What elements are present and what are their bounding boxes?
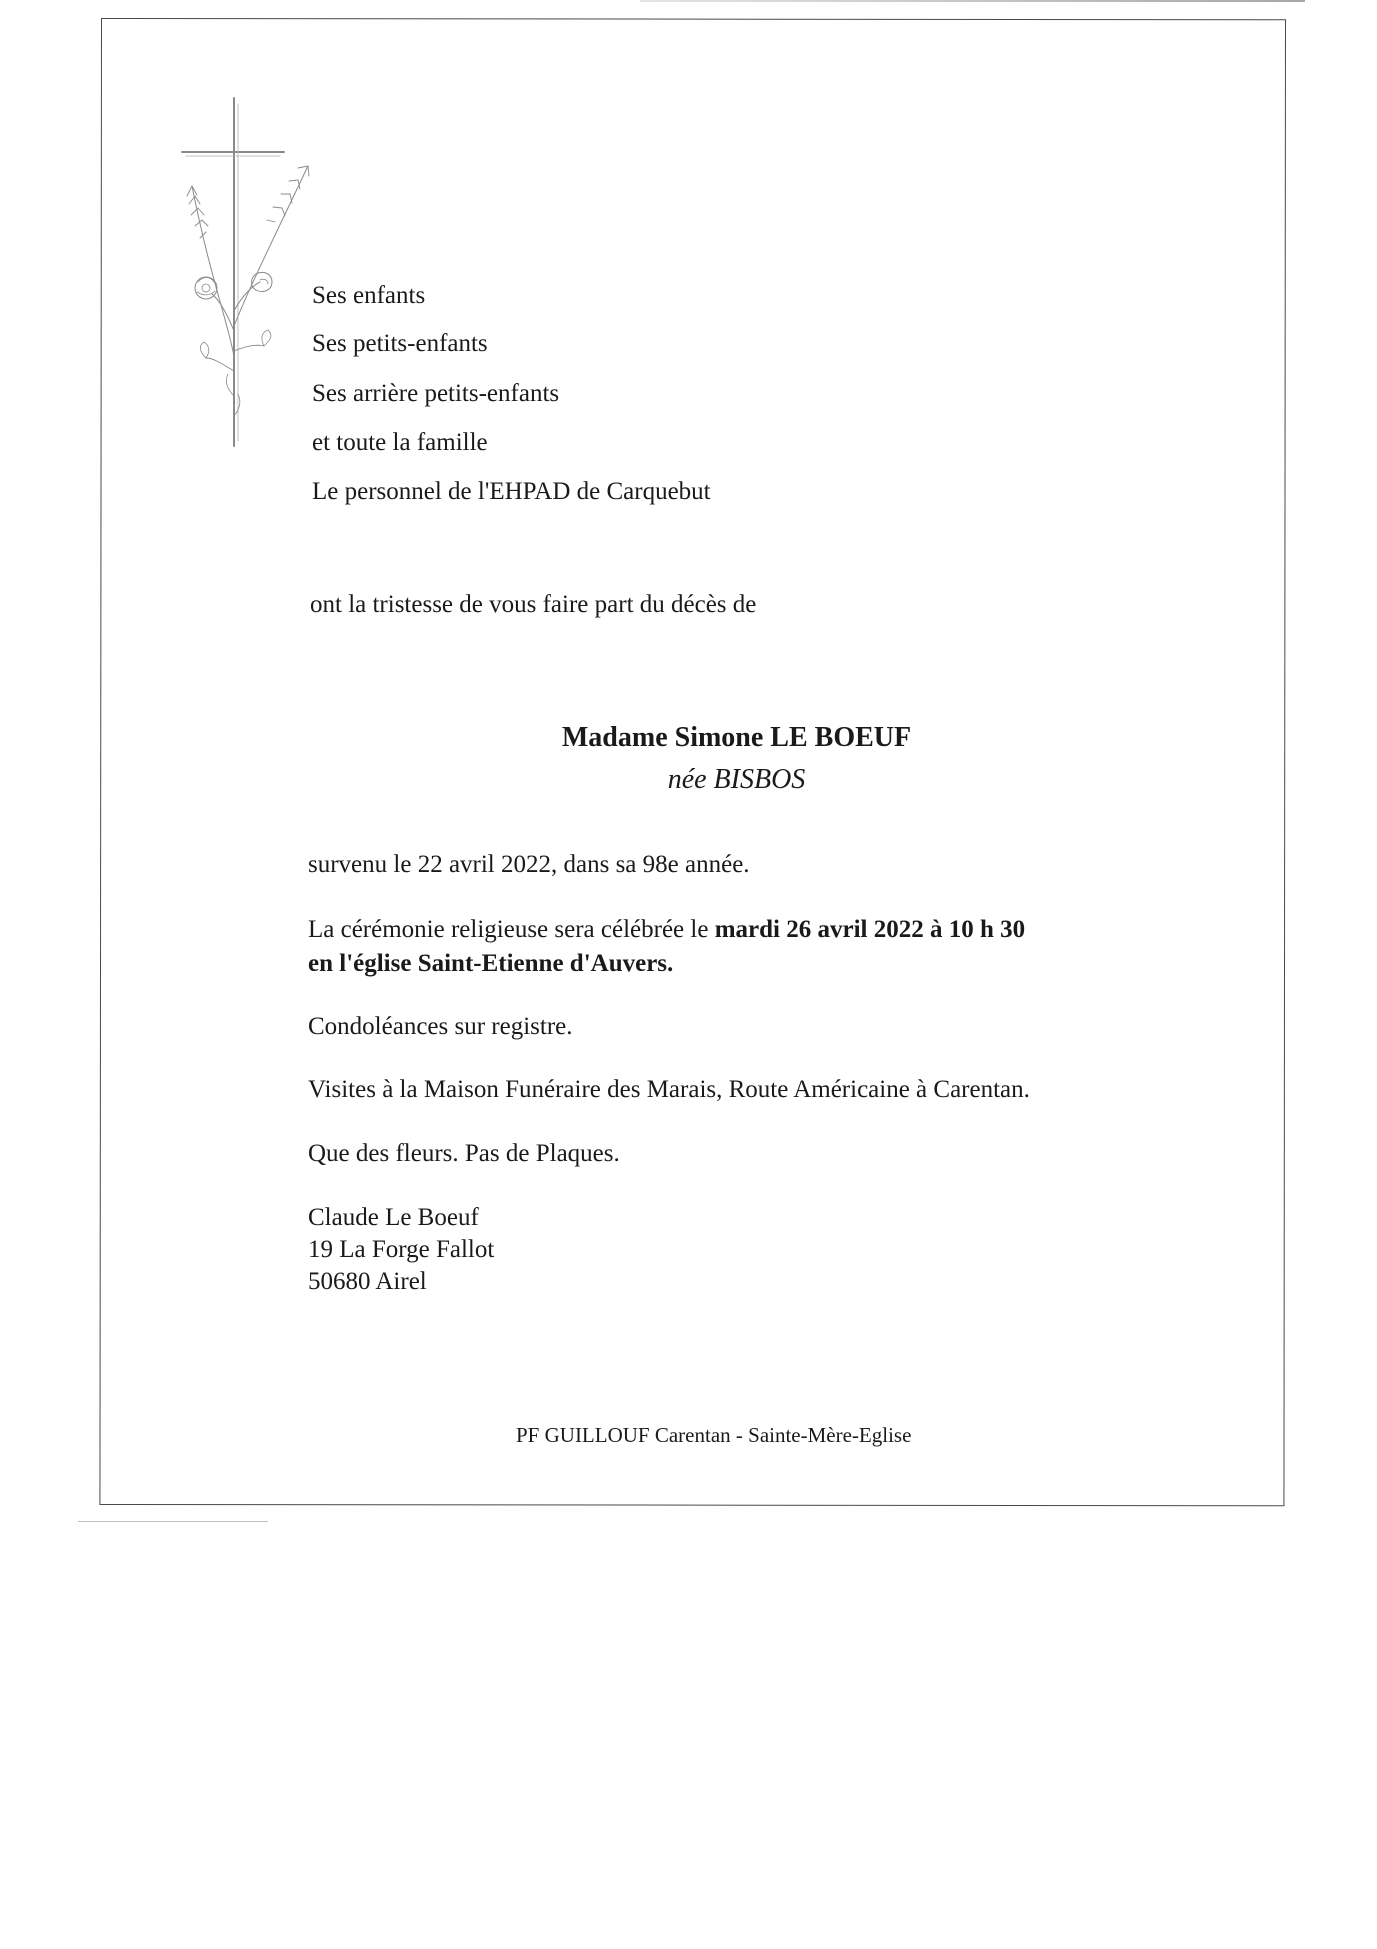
ceremony-date-time: mardi 26 avril 2022 à 10 h 30 [714, 916, 1026, 943]
cross-with-flowers-icon [180, 96, 315, 451]
family-line: Le personnel de l'EHPAD de Carquebut [312, 478, 711, 505]
contact-name: Claude Le Boeuf [308, 1204, 479, 1231]
family-line: Ses enfants [312, 282, 426, 309]
contact-street: 19 La Forge Fallot [308, 1236, 495, 1263]
funeral-home-footer: PF GUILLOUF Carentan - Sainte-Mère-Eglise [516, 1423, 912, 1447]
deceased-maiden-name: née BISBOS [667, 764, 806, 795]
ceremony-location: en l'église Saint-Etienne d'Auvers. [308, 950, 674, 977]
family-line: Ses petits-enfants [312, 330, 488, 357]
contact-city: 50680 Airel [308, 1268, 427, 1295]
condolences-text: Condoléances sur registre. [308, 1013, 573, 1040]
intro-text: ont la tristesse de vous faire part du décès de [310, 591, 757, 618]
family-line: Ses arrière petits-enfants [312, 380, 560, 407]
flowers-text: Que des fleurs. Pas de Plaques. [308, 1140, 620, 1167]
scan-edge-bottom [78, 1521, 268, 1522]
family-line: et toute la famille [312, 429, 488, 456]
scan-edge-top [640, 0, 1305, 2]
ceremony-prefix: La cérémonie religieuse sera célébrée le [308, 916, 715, 943]
deceased-name: Madame Simone LE BOEUF [561, 722, 912, 753]
ceremony-line [308, 917, 1025, 942]
visits-text: Visites à la Maison Funéraire des Marais, Route Américaine à Carentan. [308, 1076, 1030, 1103]
death-announcement: survenu le 22 avril 2022, dans sa 98e année. [308, 851, 750, 878]
